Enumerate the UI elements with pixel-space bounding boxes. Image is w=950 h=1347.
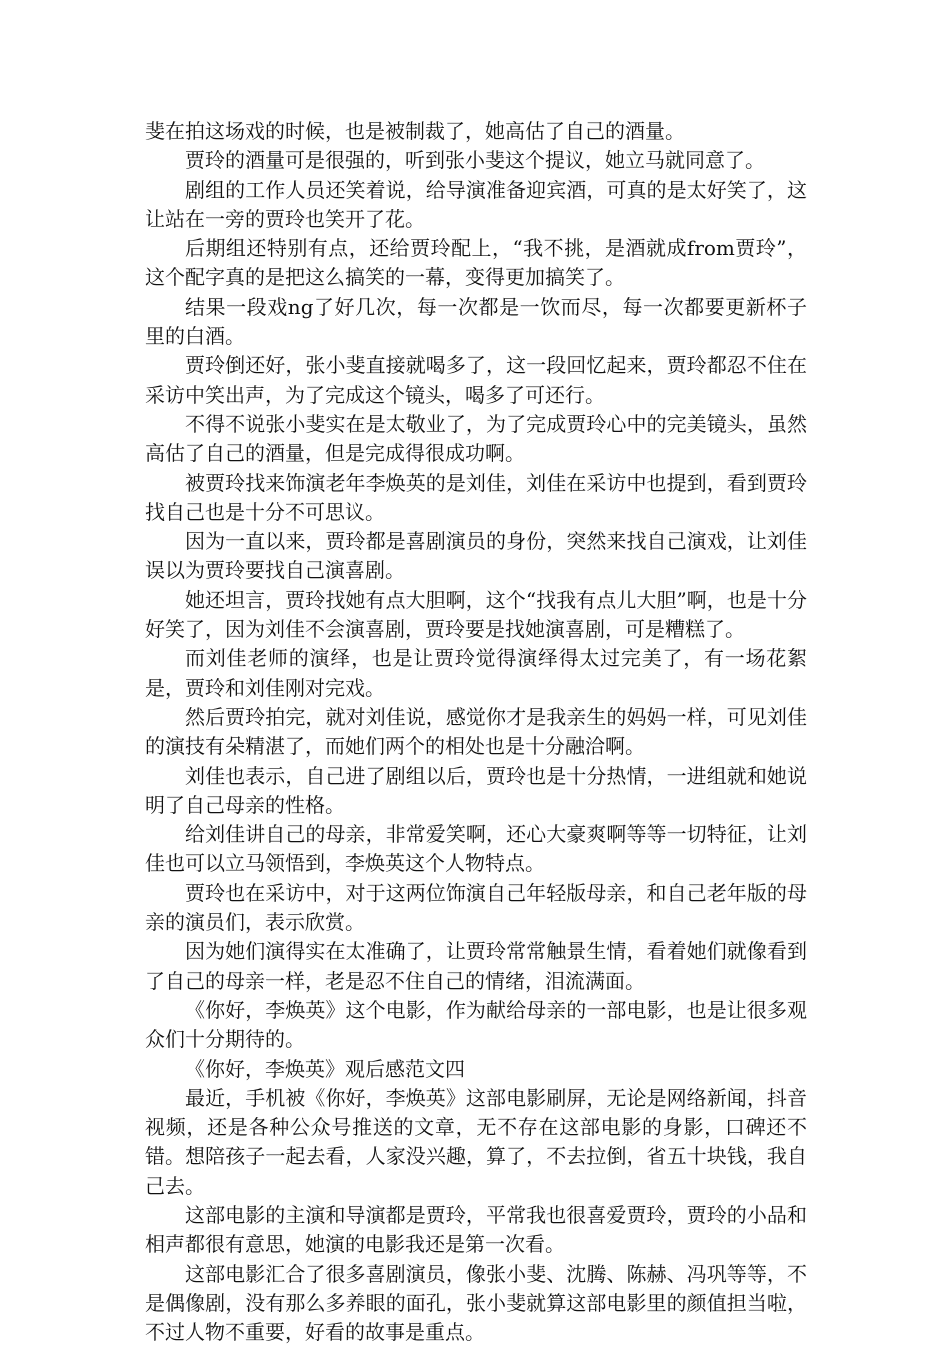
paragraph: 剧组的工作人员还笑着说，给导演准备迎宾酒，可真的是太好笑了，这让站在一旁的贾玲也笑开了花。 [145,177,807,231]
paragraph: 这部电影汇合了很多喜剧演员，像张小斐、沈腾、陈赫、冯巩等等，不是偶像剧，没有那么多养眼的面孔，张小斐就算这部电影里的颜值担当啦，不过人物不重要，好看的故事是重点。 [145,1261,807,1345]
paragraph: 因为她们演得实在太准确了，让贾玲常常触景生情，看着她们就像看到了自己的母亲一样，老是忍不住自己的情绪，泪流满面。 [145,939,807,993]
paragraph: 贾玲也在采访中，对于这两位饰演自己年轻版母亲，和自己老年版的母亲的演员们，表示欣赏。 [145,880,807,935]
paragraph: 然后贾玲拍完，就对刘佳说，感觉你才是我亲生的妈妈一样，可见刘佳的演技有朵精湛了，而她们两个的相处也是十分融洽啊。 [145,704,807,759]
paragraph: 而刘佳老师的演绎，也是让贾玲觉得演绎得太过完美了，有一场花絮是，贾玲和刘佳刚对完戏。 [145,646,807,700]
paragraph: 最近，手机被《你好，李焕英》这部电影刷屏，无论是网络新闻，抖音视频，还是各种公众号推送的文章，无不存在这部电影的身影，口碑还不错。想陪孩子一起去看，人家没兴趣，算了，不去拉倒，省五十块钱，我自己去。 [145,1085,807,1198]
paragraph: 给刘佳讲自己的母亲，非常爱笑啊，还心大豪爽啊等等一切特征，让刘佳也可以立马领悟到，李焕英这个人物特点。 [145,822,807,876]
paragraph: 不得不说张小斐实在是太敬业了，为了完成贾玲心中的完美镜头，虽然高估了自己的酒量，但是完成得很成功啊。 [145,411,807,466]
document-page [145,117,807,1347]
paragraph: 刘佳也表示，自己进了剧组以后，贾玲也是十分热情，一进组就和她说明了自己母亲的性格。 [145,763,807,817]
paragraph-continuation: 斐在拍这场戏的时候，也是被制裁了，她高估了自己的酒量。 [145,119,685,143]
section-heading: 《你好，李焕英》观后感范文四 [185,1056,465,1081]
paragraph: 她还坦言，贾玲找她有点大胆啊，这个“找我有点儿大胆”啊，也是十分好笑了，因为刘佳不会演喜剧，贾玲要是找她演喜剧，可是糟糕了。 [145,587,807,642]
paragraph: 因为一直以来，贾玲都是喜剧演员的身份，突然来找自己演戏，让刘佳误以为贾玲要找自己演喜剧。 [145,529,807,583]
paragraph: 这部电影的主演和导演都是贾玲，平常我也很喜爱贾玲，贾玲的小品和相声都很有意思，她演的电影我还是第一次看。 [145,1202,807,1257]
paragraph: 贾玲的酒量可是很强的，听到张小斐这个提议，她立马就同意了。 [185,148,765,173]
paragraph: 后期组还特别有点，还给贾玲配上，“我不挑，是酒就成from贾玲”，这个配字真的是把这么搞笑的一幕，变得更加搞笑了。 [145,236,807,290]
paragraph: 《你好，李焕英》这个电影，作为献给母亲的一部电影，也是让很多观众们十分期待的。 [145,997,807,1052]
paragraph: 结果一段戏ng了好几次，每一次都是一饮而尽，每一次都要更新杯子里的白酒。 [145,294,807,349]
paragraph: 贾玲倒还好，张小斐直接就喝多了，这一段回忆起来，贾玲都忍不住在采访中笑出声，为了完成这个镜头，喝多了可还行。 [145,353,807,407]
paragraph: 被贾玲找来饰演老年李焕英的是刘佳，刘佳在采访中也提到，看到贾玲找自己也是十分不可思议。 [145,470,807,524]
